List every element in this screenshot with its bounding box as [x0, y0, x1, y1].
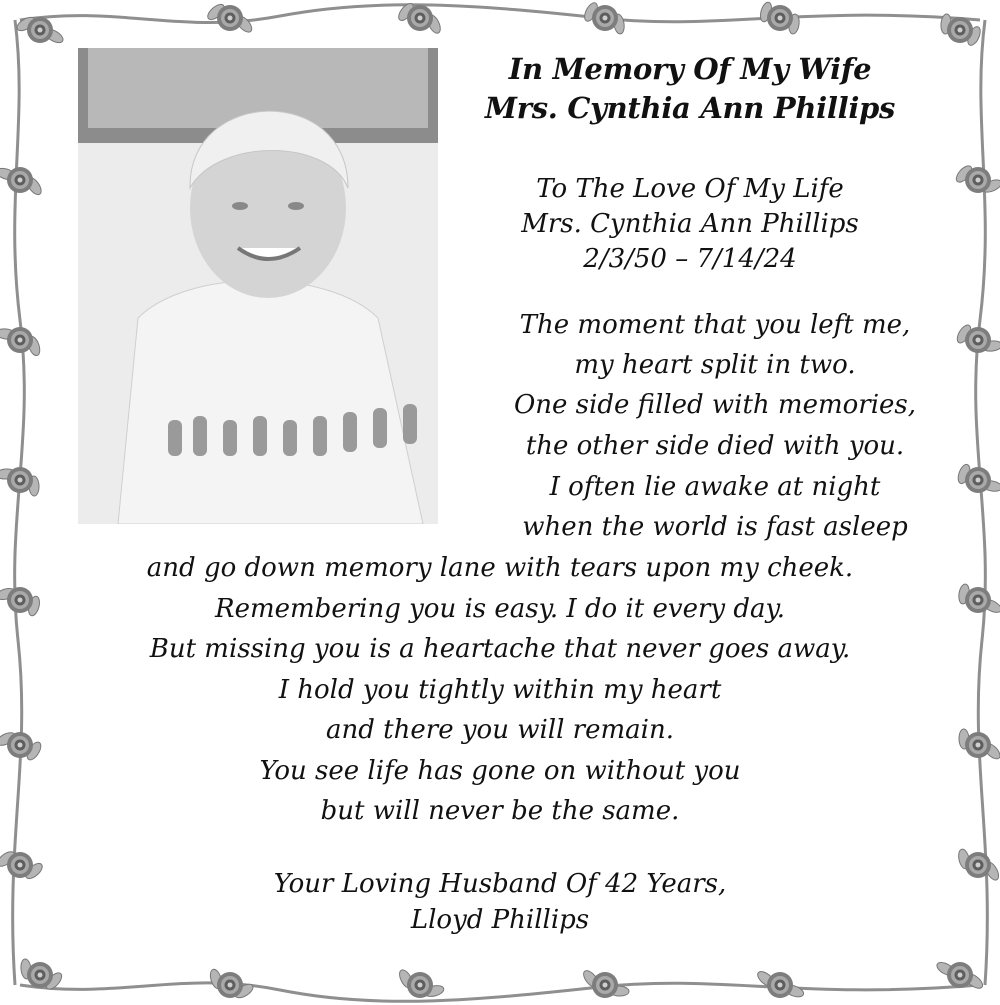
poem-line: You see life has gone on without you [259, 756, 741, 786]
poem-line: I hold you tightly within my heart [278, 675, 722, 705]
rose-icon [7, 732, 33, 758]
rose-icon [27, 962, 53, 988]
title-line-1: In Memory Of My Wife [508, 52, 872, 86]
poem-line: I often lie awake at night [549, 472, 881, 502]
memorial-title [440, 50, 940, 128]
rose-icon [407, 5, 433, 31]
signature-line-1: Your Loving Husband Of 42 Years, [273, 869, 727, 899]
rose-icon [592, 972, 618, 998]
rose-icon [217, 5, 243, 31]
title-line-2: Mrs. Cynthia Ann Phillips [484, 91, 896, 125]
dedication [440, 172, 940, 277]
rose-icon [217, 972, 243, 998]
rose-icon [947, 17, 973, 43]
dedication-dates: 2/3/50 – 7/14/24 [583, 244, 797, 274]
signature-name: Lloyd Phillips [410, 905, 590, 935]
poem-line: my heart split in two. [574, 350, 856, 380]
poem-line: One side filled with memories, [513, 390, 917, 420]
poem-line: and go down memory lane with tears upon my cheek. [146, 553, 854, 583]
poem-line: the other side died with you. [525, 431, 905, 461]
rose-icon [7, 167, 33, 193]
signature [60, 866, 940, 938]
rose-icon [7, 587, 33, 613]
rose-icon [7, 852, 33, 878]
poem-line: and there you will remain. [326, 715, 674, 745]
rose-icon [947, 962, 973, 988]
poem-line: when the world is fast asleep [522, 512, 908, 542]
rose-icon [965, 852, 991, 878]
dedication-line-2: Mrs. Cynthia Ann Phillips [521, 209, 859, 239]
poem-line: But missing you is a heartache that never goes away. [149, 634, 851, 664]
rose-icon [592, 5, 618, 31]
rose-icon [965, 587, 991, 613]
rose-icon [965, 732, 991, 758]
dedication-line-1: To The Love Of My Life [536, 174, 844, 204]
rose-icon [965, 167, 991, 193]
portrait-photo [78, 48, 438, 524]
rose-icon [767, 5, 793, 31]
rose-icon [7, 327, 33, 353]
portrait-icon [78, 48, 438, 524]
rose-icon [767, 972, 793, 998]
poem-line: Remembering you is easy. I do it every day. [215, 594, 785, 624]
rose-icon [27, 17, 53, 43]
rose-icon [407, 972, 433, 998]
rose-icon [7, 467, 33, 493]
poem-line: but will never be the same. [320, 796, 680, 826]
poem-line: The moment that you left me, [519, 310, 911, 340]
